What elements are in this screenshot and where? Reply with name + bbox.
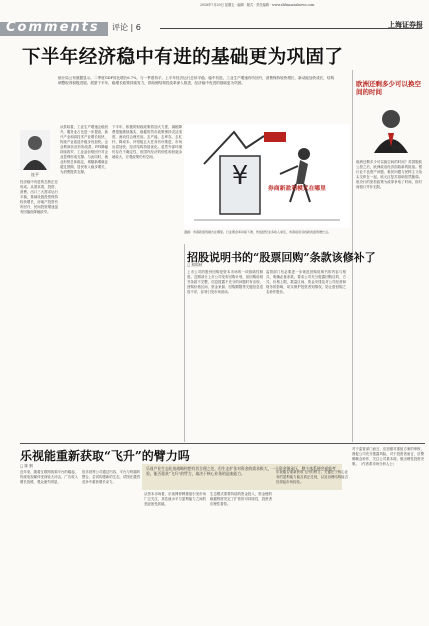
masthead [0, 0, 429, 40]
article-column: 经济稳中有进的态势正在形成。从需求看，投资、消费、出口三大需求运行平稳，基础设施投资保持较快增长，房地产投资有所回升，民间投资增速虽有回落但降幅收窄。 [20, 180, 58, 214]
right-headline: 欧洲还剩多少可以换空间的时间 [356, 80, 421, 96]
cartoon-note: 漫画：券商新盈利模式在哪里。行业佣金率持续下滑，传统经纪业务收入承压，券商亟需寻找新的盈利增长点。 [184, 230, 332, 234]
svg-text:¥: ¥ [231, 161, 249, 191]
main-lede: 统计局公布数据显示，二季度GDP同比增长6.7%，与一季度持平，上半年经济运行总体平稳、稳中有进。工业生产增速有所回升，消费保持较快增长，新动能加快成长，结构调整取得积极进展。展望下半年，稳增长政策持续发力，供给侧结构性改革深入推进，经济稳中有进的基础更为巩固。 [58, 76, 335, 85]
author-name: 连平 [31, 172, 39, 177]
cartoon-illustration [184, 124, 350, 228]
bottom-author: □ 陈 钢 [20, 464, 33, 468]
masthead-title: Comments [6, 20, 100, 35]
sub-headline: 招股说明书的“股票回购”条款该修补了 [187, 251, 376, 264]
pull-quote: 乐视产业生态化的战略构想有其合理之处，但生态扩张对资金的需求极大，一旦资金链承压，整个体系便会面临考验。能否重获“飞升”的臂力，取决于核心业务的造血能力。 [142, 464, 342, 490]
article-column: 从供给看，工业生产增速企稳回升，服务业占比进一步提高，新兴产业和高技术产业增长较快，传统产业改造升级步伐加快。企业利润状况有所改善，PPI降幅持续收窄，工业品价格回升对企业盈利形成支撑。与此同时，就业形势总体稳定，城镇新增就业超过预期，居民收入稳步增长，为消费提供支撑。 [60, 125, 108, 174]
section-divider [20, 443, 425, 444]
column-divider [184, 244, 185, 442]
article-column: 监管部门有必要进一步规范回购说明书的内容与格式，明确必备条款，要求公司充分披露回购目的、方式、价格上限、数量区间、资金安排及对公司经营和财务的影响，切实保护投资者知情权，防止借回购之名炒作股价。 [266, 270, 346, 294]
article-column: 从资本市场看，乐视网停牌重组引发市场广泛关注，其估值水平与盈利能力之间的差距备受质疑。 [144, 492, 206, 506]
article-column: 但乐视等公司通过内容、平台与终端的整合，尝试构建新的生态，试图在激烈竞争中重获增长动力。 [82, 470, 140, 484]
article-column: 乐视能否重新获取飞升的臂力，关键在于核心业务的盈利能力能否真正兑现，以及治理结构能否经得起市场检验。 [276, 470, 348, 484]
sub-author: □ 熊锦秋 [187, 263, 203, 267]
author-photo [20, 130, 50, 170]
right-author: 潘 敏 [392, 145, 402, 150]
masthead-section: 评论 | 6 [112, 23, 141, 32]
cartoon-caption: 券商新盈利模式在哪里 [268, 186, 326, 192]
bottom-headline: 乐视能重新获取“飞升”的臂力吗 [20, 449, 190, 463]
article-column: 对于监管部门而言，应加强对重组方案的审核，督促公司充分披露风险，对于投资者而言，应警惕概念炒作，关注公司基本面，做出理性投资决策。（作者系市场分析人士） [352, 447, 424, 466]
article-column: 下半年，积极的财政政策将加大力度，减税降费措施继续落实，稳健的货币政策保持灵活适度，流动性合理充裕。去产能、去库存、去杠杆、降成本、补短板五大任务有序推进，市场出清加快，经济结构持续优化。虽然外部环境仍存在不确定性，但国内经济的韧性和回旋余地较大，宏观政策仍有空间。 [112, 125, 182, 159]
article-column: 生态模式需要持续的资金投入，资金链的稳健程度决定了扩张的可持续性，投资者应理性看待。 [210, 492, 272, 506]
columnist-photo [356, 103, 426, 153]
article-column: 欧洲还剩多少可以换空间的时间？英国脱欧公投之后，欧洲政治经济面临新的挑战。银行业不良资产问题、难民问题与民粹主义抬头交织在一起，欧元区复苏基础依然脆弱。欧央行的宽松政策为改革争取了时间，但时间窗口并非无限。 [356, 160, 422, 189]
masthead-meta: 2016年7月29日 星期五 · 编辑 · 版式 · 责任编辑 · www.shfinancialnews.com [200, 3, 315, 7]
article-column: 上市公司的股份回购是资本市场的一项基础性制度。近期部分上市公司发布回购计划，但回购说明书条款不完整、信息披露不充分的问题时有出现，回购价格区间、资金来源、回购期限等关键信息语焉不详，容易引发市场误读。 [187, 270, 263, 294]
article-column: 近年来，随着互联网视频平台的崛起，传统电视媒体受到较大冲击，广告收入增长放缓，观众流失明显。 [20, 470, 78, 484]
masthead-rule [160, 28, 422, 29]
masthead-logo: 上海证券报 [388, 20, 423, 29]
main-headline: 下半年经济稳中有进的基础更为巩固了 [22, 47, 344, 68]
